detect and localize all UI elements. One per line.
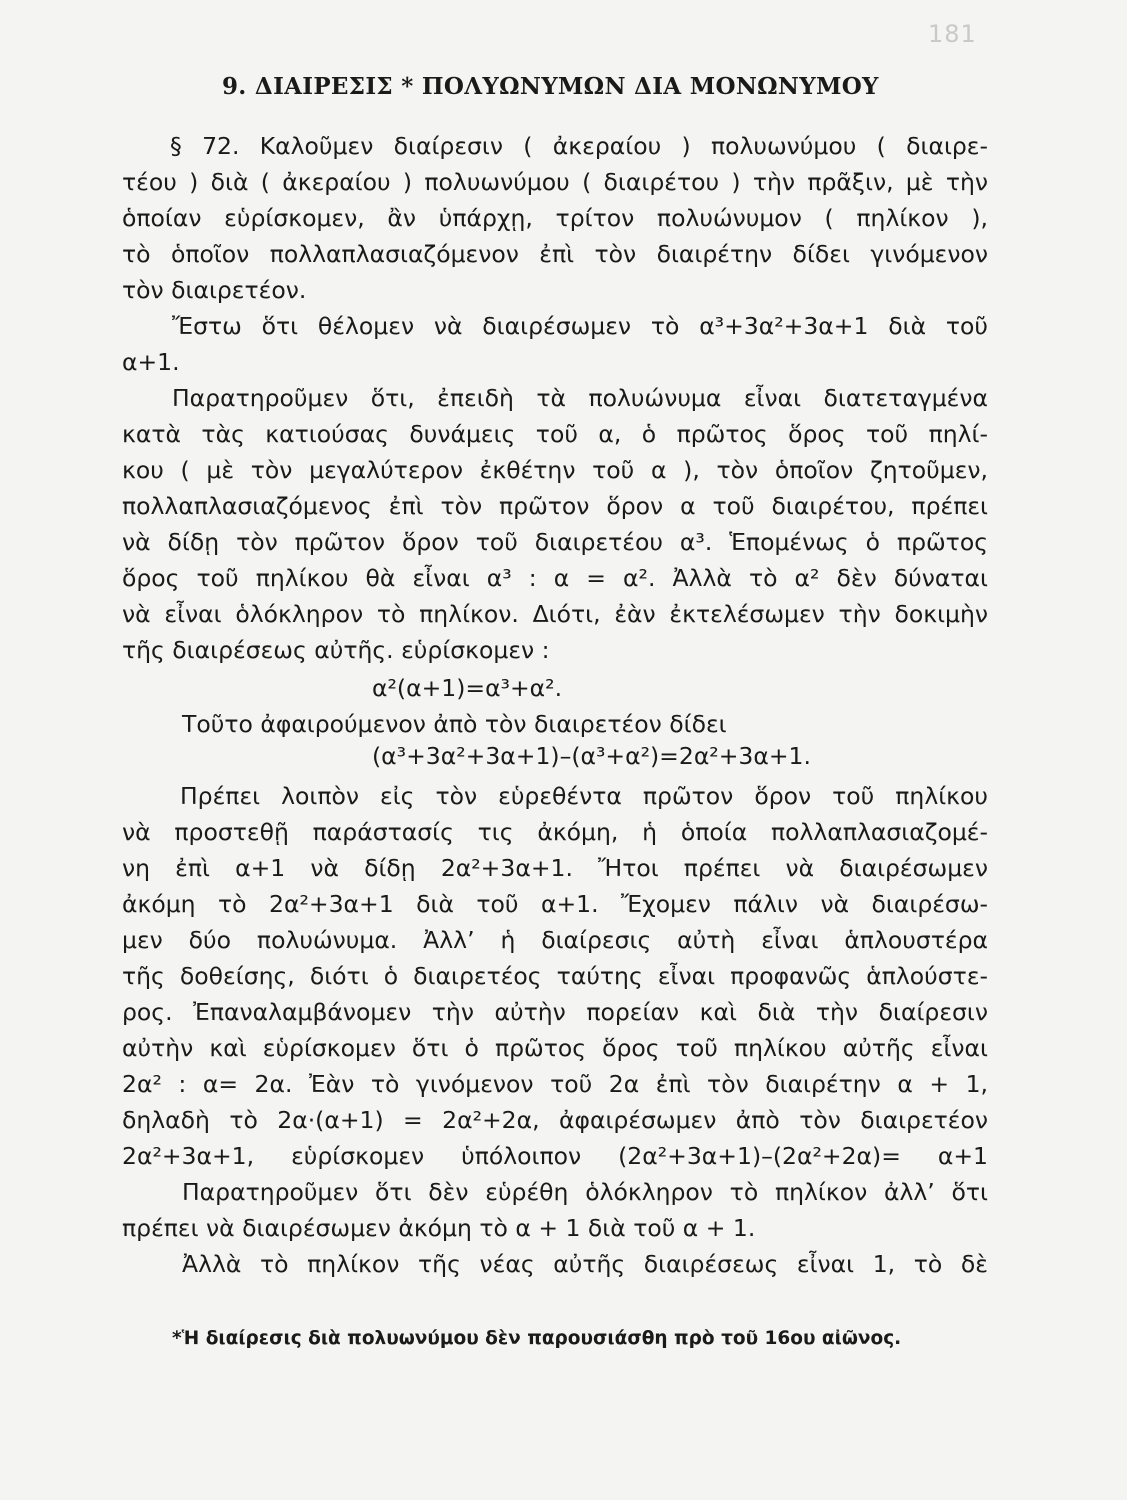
text-line: μεν δύο πολυώνυμα. Ἀλλ’ ἡ διαίρεσις αὐτὴ εἶναι ἁπλουστέρα xyxy=(122,926,988,954)
text-line: νὰ προστεθῇ παράστασίς τις ἀκόμη, ἡ ὁποία πολλαπλασιαζομέ- xyxy=(122,818,988,846)
text-line: Ἔστω ὅτι θέλομεν νὰ διαιρέσωμεν τὸ α³+3α²+3α+1 διὰ τοῦ xyxy=(172,312,988,340)
section-heading: 9. ΔΙΑΙΡΕΣΙΣ * ΠΟΛΥΩΝΥΜΩΝ ΔΙΑ ΜΟΝΩΝΥΜΟΥ xyxy=(222,73,879,100)
text-line: Παρατηροῦμεν ὅτι δὲν εὑρέθη ὁλόκληρον τὸ πηλίκον ἀλλ’ ὅτι xyxy=(182,1178,988,1206)
text-line: νη ἐπὶ α+1 νὰ δίδῃ 2α²+3α+1. Ἤτοι πρέπει νὰ διαιρέσωμεν xyxy=(122,854,988,882)
text-line: δηλαδὴ τὸ 2α·(α+1) = 2α²+2α, ἀφαιρέσωμεν ἀπὸ τὸν διαιρετέον xyxy=(122,1106,988,1134)
text-line: 2α² : α= 2α. Ἐὰν τὸ γινόμενον τοῦ 2α ἐπὶ τὸν διαιρέτην α + 1, xyxy=(122,1070,988,1098)
text-line: Ἀλλὰ τὸ πηλίκον τῆς νέας αὐτῆς διαιρέσεως εἶναι 1, τὸ δὲ xyxy=(182,1250,988,1278)
text-line: Πρέπει λοιπὸν εἰς τὸν εὑρεθέντα πρῶτον ὅρον τοῦ πηλίκου xyxy=(180,782,988,810)
text-line: Τοῦτο ἀφαιρούμενον ἀπὸ τὸν διαιρετέον δίδει xyxy=(182,710,727,738)
formula-line: α²(α+1)=α³+α². xyxy=(372,674,563,702)
text-line: ἀκόμη τὸ 2α²+3α+1 διὰ τοῦ α+1. Ἔχομεν πάλιν νὰ διαιρέσω- xyxy=(122,890,988,918)
text-line: § 72. Καλοῦμεν διαίρεσιν ( ἀκεραίου ) πολυωνύμου ( διαιρε- xyxy=(170,132,988,160)
text-line: νὰ δίδῃ τὸν πρῶτον ὅρον τοῦ διαιρετέου α³. Ἑπομένως ὁ πρῶτος xyxy=(122,528,988,556)
text-line: ὅρος τοῦ πηλίκου θὰ εἶναι α³ : α = α². Ἀλλὰ τὸ α² δὲν δύναται xyxy=(122,564,988,592)
text-line: πολλαπλασιαζόμενος ἐπὶ τὸν πρῶτον ὅρον α τοῦ διαιρέτου, πρέπει xyxy=(122,492,988,520)
text-line: τῆς διαιρέσεως αὐτῆς. εὑρίσκομεν : xyxy=(122,636,550,664)
text-line: αὐτὴν καὶ εὑρίσκομεν ὅτι ὁ πρῶτος ὅρος τοῦ πηλίκου αὐτῆς εἶναι xyxy=(122,1034,988,1062)
text-line: Παρατηροῦμεν ὅτι, ἐπειδὴ τὰ πολυώνυμα εἶναι διατεταγμένα xyxy=(172,384,988,412)
page-number: 181 xyxy=(928,20,977,48)
text-line: τὸν διαιρετέον. xyxy=(122,276,307,304)
text-line: ρος. Ἐπαναλαμβάνομεν τὴν αὐτὴν πορείαν καὶ διὰ τὴν διαίρεσιν xyxy=(122,998,988,1026)
text-line: τῆς δοθείσης, διότι ὁ διαιρετέος ταύτης εἶναι προφανῶς ἁπλούστε- xyxy=(122,962,988,990)
text-line: κου ( μὲ τὸν μεγαλύτερον ἐκθέτην τοῦ α ), τὸν ὁποῖον ζητοῦμεν, xyxy=(122,456,988,484)
text-line: νὰ εἶναι ὁλόκληρον τὸ πηλίκον. Διότι, ἐὰν ἐκτελέσωμεν τὴν δοκιμὴν xyxy=(122,600,988,628)
formula-line: (α³+3α²+3α+1)–(α³+α²)=2α²+3α+1. xyxy=(372,742,811,770)
text-line: τὸ ὁποῖον πολλαπλασιαζόμενον ἐπὶ τὸν διαιρέτην δίδει γινόμενον xyxy=(122,240,988,268)
text-line: κατὰ τὰς κατιούσας δυνάμεις τοῦ α, ὁ πρῶτος ὅρος τοῦ πηλί- xyxy=(122,420,988,448)
text-line: 2α²+3α+1, εὑρίσκομεν ὑπόλοιπον (2α²+3α+1)–(2α²+2α)= α+1 xyxy=(122,1142,988,1170)
footnote: *Ἡ διαίρεσις διὰ πολυωνύμου δὲν παρουσιάσθη πρὸ τοῦ 16ου αἰῶνος. xyxy=(172,1328,902,1349)
text-line: πρέπει νὰ διαιρέσωμεν ἀκόμη τὸ α + 1 διὰ τοῦ α + 1. xyxy=(122,1214,756,1242)
text-line: α+1. xyxy=(122,348,180,376)
text-line: τέου ) διὰ ( ἀκεραίου ) πολυωνύμου ( διαιρέτου ) τὴν πρᾶξιν, μὲ τὴν xyxy=(122,168,988,196)
text-line: ὁποίαν εὑρίσκομεν, ἂν ὑπάρχῃ, τρίτον πολυώνυμον ( πηλίκον ), xyxy=(122,204,988,232)
